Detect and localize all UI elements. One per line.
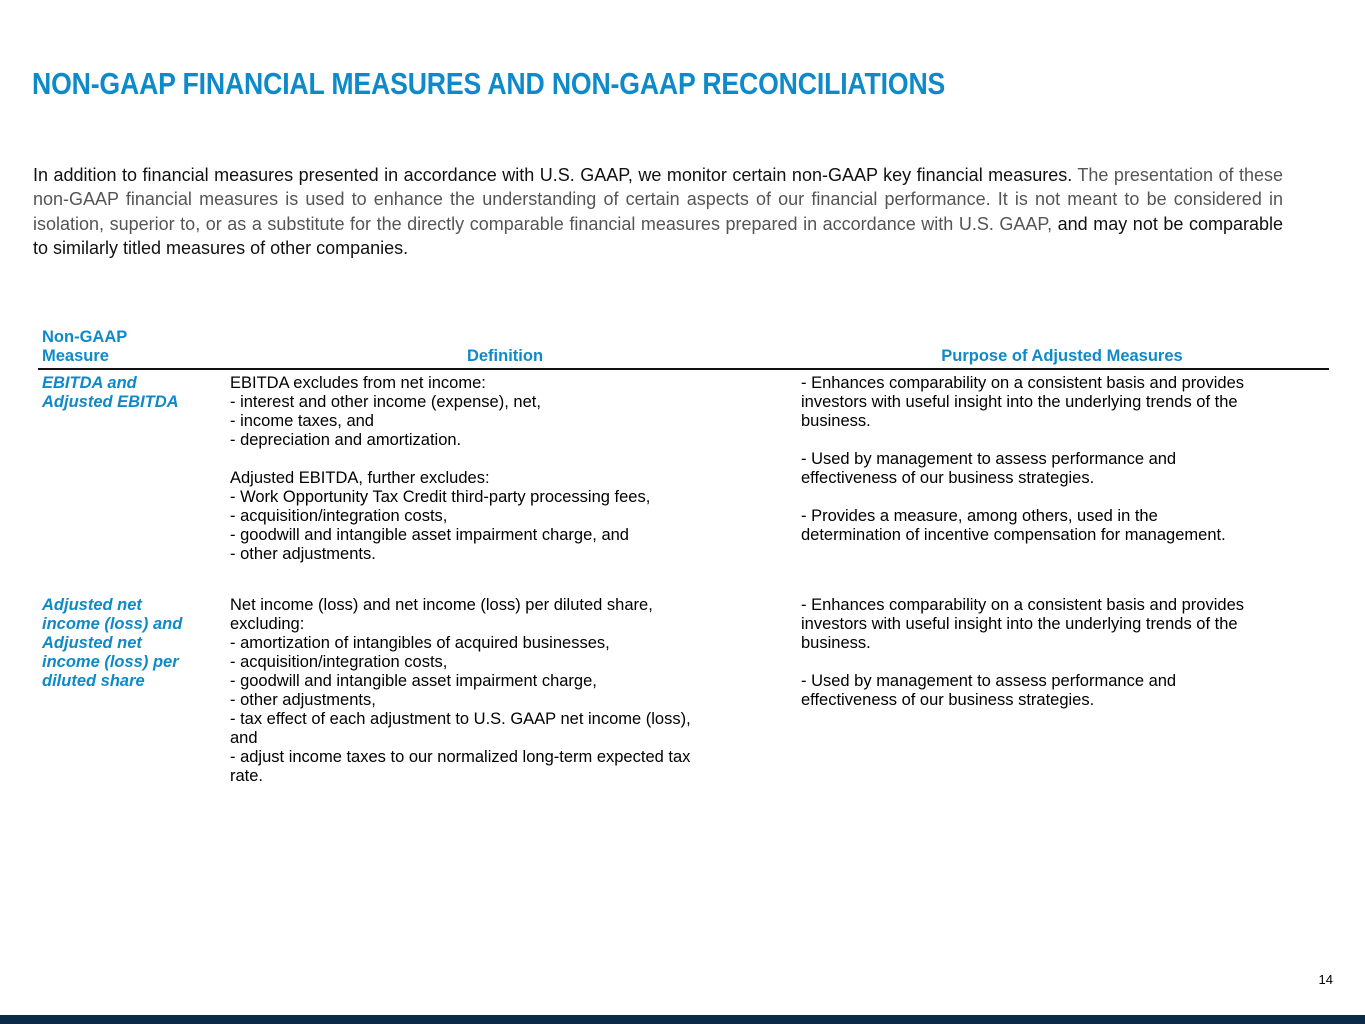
line-gap [230, 450, 775, 469]
text-line: effectiveness of our business strategies. [801, 469, 1095, 487]
header-rule [38, 368, 1329, 370]
intro-paragraph [33, 163, 1283, 261]
text-line: - goodwill and intangible asset impairment charge, and [230, 526, 629, 544]
row-1-measure [42, 374, 222, 412]
text-line: Adjusted EBITDA, further excludes: [230, 469, 490, 487]
page-title: NON-GAAP FINANCIAL MEASURES AND NON-GAAP RECONCILIATIONS [32, 66, 946, 101]
row-2-measure [42, 596, 222, 691]
line-gap [801, 431, 1331, 450]
text-line: - Used by management to assess performance and [801, 672, 1177, 690]
line-gap [801, 488, 1331, 507]
text-line: investors with useful insight into the underlying trends of the [801, 615, 1238, 633]
page-number: 14 [1318, 972, 1333, 987]
text-line: income (loss) and [42, 615, 183, 633]
text-line: - Provides a measure, among others, used in the [801, 507, 1158, 525]
line-gap [801, 653, 1331, 672]
header-measure-line: Non-GAAP [42, 328, 128, 346]
header-definition: Definition [466, 347, 544, 365]
text-line: Net income (loss) and net income (loss) per diluted share, [230, 596, 653, 614]
row-2-definition [230, 596, 775, 786]
text-line: - Enhances comparability on a consistent basis and provides [801, 374, 1244, 392]
text-line: diluted share [42, 672, 145, 690]
text-line: - other adjustments, [230, 691, 376, 709]
text-line: - Used by management to assess performance and [801, 450, 1177, 468]
text-line: Adjusted EBITDA [42, 393, 179, 411]
row-1-definition [230, 374, 775, 564]
intro-part-3: and may not be comparable to similarly titled measures of other companies. [33, 213, 1284, 259]
text-line: effectiveness of our business strategies. [801, 691, 1095, 709]
text-line: - Work Opportunity Tax Credit third-party processing fees, [230, 488, 651, 506]
intro-part-1: In addition to financial measures presented in accordance with U.S. GAAP, we monitor certain non-GAAP key financial measures. [33, 165, 1073, 185]
text-line: business. [801, 412, 871, 430]
text-line: excluding: [230, 615, 305, 633]
text-line: - Enhances comparability on a consistent basis and provides [801, 596, 1244, 614]
text-line: - other adjustments. [230, 545, 376, 563]
header-purpose: Purpose of Adjusted Measures [941, 347, 1183, 365]
text-line: - acquisition/integration costs, [230, 507, 448, 525]
text-line: EBITDA excludes from net income: [230, 374, 486, 392]
text-line: investors with useful insight into the underlying trends of the [801, 393, 1238, 411]
text-line: - acquisition/integration costs, [230, 653, 448, 671]
text-line: EBITDA and [42, 374, 137, 392]
text-line: - adjust income taxes to our normalized long-term expected tax [230, 748, 691, 766]
text-line: - amortization of intangibles of acquired businesses, [230, 634, 610, 652]
row-1-purpose [801, 374, 1331, 545]
header-measure-line: Measure [42, 347, 109, 365]
text-line: and [230, 729, 258, 747]
text-line: - interest and other income (expense), net, [230, 393, 541, 411]
text-line: - tax effect of each adjustment to U.S. GAAP net income (loss), [230, 710, 691, 728]
intro-part-2: The presentation of these non-GAAP financial measures is used to enhance the understanding of certain aspects of our financial performance. It is not meant to be considered in isolation, superior to, or as a substitute for the directly comparable financial measures prepared in accordance with U.S. GAAP, [33, 165, 1283, 234]
text-line: Adjusted net [42, 634, 142, 652]
footer-bar [0, 1015, 1365, 1024]
text-line: determination of incentive compensation for management. [801, 526, 1226, 544]
row-2-purpose [801, 596, 1331, 710]
text-line: business. [801, 634, 871, 652]
text-line: - goodwill and intangible asset impairment charge, [230, 672, 597, 690]
text-line: Adjusted net [42, 596, 142, 614]
header-measure [42, 328, 202, 366]
text-line: - income taxes, and [230, 412, 374, 430]
text-line: income (loss) per [42, 653, 179, 671]
text-line: - depreciation and amortization. [230, 431, 462, 449]
text-line: rate. [230, 767, 264, 785]
